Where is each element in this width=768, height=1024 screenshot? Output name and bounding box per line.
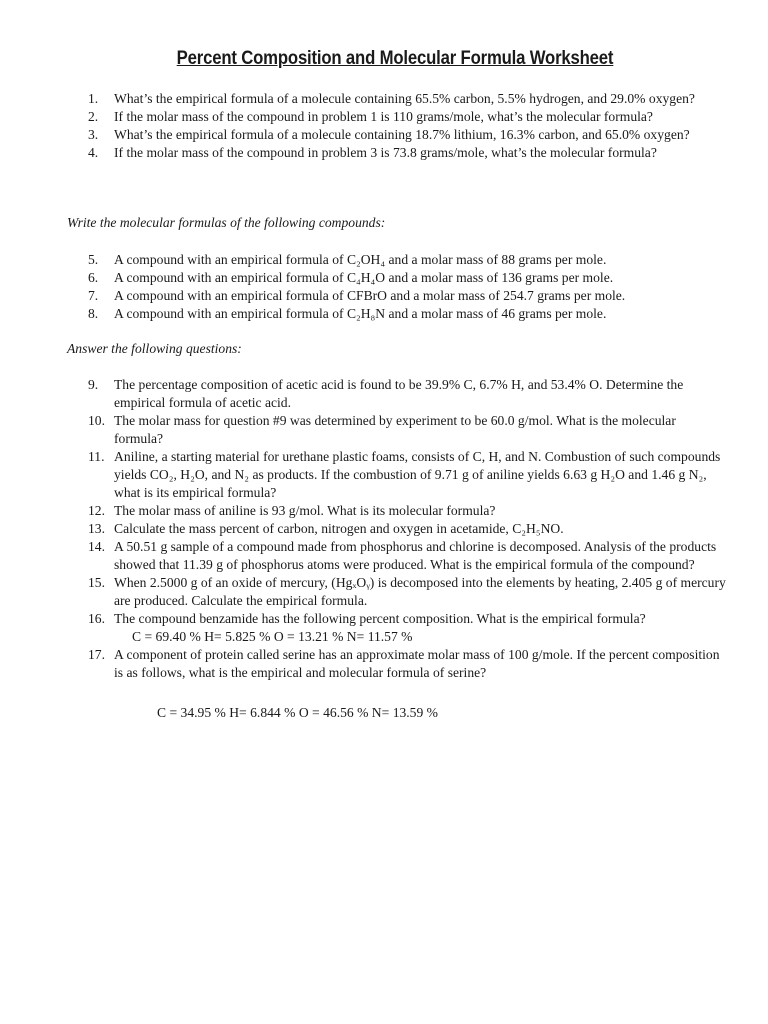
- page-title: Percent Composition and Molecular Formula Worksheet: [176, 48, 614, 69]
- question-number: 6.: [88, 270, 99, 285]
- question-item: [0, 305, 768, 323]
- question-text: Aniline, a starting material for urethane plastic foams, consists of C, H, and N. Combustion of such compounds yields CO₂, H₂O, and N₂ as products. If the combustion of 9.71 g of aniline yields 6.63 g H₂O and 1.46 g N₂, what is its empirical formula?: [114, 449, 721, 500]
- question-text-pre: A compound with an empirical formula of: [114, 252, 347, 267]
- question-number: 5.: [88, 252, 99, 267]
- question-item: [0, 376, 768, 412]
- empirical-formula: CFBrO: [346, 288, 387, 303]
- question-item: [0, 502, 768, 520]
- question-number: 8.: [88, 306, 99, 321]
- question-number: 7.: [88, 288, 99, 303]
- question-item: [0, 144, 768, 162]
- question-item: [0, 90, 768, 108]
- serine-composition: C = 34.95 % H= 6.844 % O = 46.56 % N= 13.59 %: [157, 705, 439, 720]
- question-number: 3.: [88, 127, 99, 142]
- question-text-post: and a molar mass of 136 grams per mole.: [385, 270, 614, 285]
- question-number: 2.: [88, 109, 99, 124]
- question-number: 11.: [88, 449, 105, 464]
- empirical-formula: C₂OH₄: [346, 252, 386, 267]
- question-item: [0, 251, 768, 269]
- question-list-part1: [0, 90, 768, 162]
- question-text: A component of protein called serine has an approximate molar mass of 100 g/mole. If the percent composition is as follows, what is the empirical and molecular formula of serine?: [114, 647, 720, 680]
- question-text: What’s the empirical formula of a molecule containing 18.7% lithium, 16.3% carbon, and 65.0% oxygen?: [114, 127, 690, 142]
- question-text: If the molar mass of the compound in problem 3 is 73.8 grams/mole, what’s the molecular formula?: [114, 145, 657, 160]
- question-number: 14.: [88, 539, 105, 554]
- question-text: When 2.5000 g of an oxide of mercury, (HgₓOᵧ) is decomposed into the elements by heating, 2.405 g of mercury are produced. Calculate the empirical formula.: [114, 575, 726, 608]
- question-item: [0, 287, 768, 305]
- question-text: The percentage composition of acetic acid is found to be 39.9% C, 6.7% H, and 53.4% O. Determine the empirical formula of acetic acid.: [114, 377, 684, 410]
- question-number: 1.: [88, 91, 99, 106]
- empirical-formula: C₄H₄O: [346, 270, 386, 285]
- question-number: 10.: [88, 413, 105, 428]
- question-text: The molar mass of aniline is 93 g/mol. What is its molecular formula?: [114, 503, 496, 518]
- question-list-part2: [0, 251, 768, 323]
- question-item: [0, 269, 768, 287]
- question-number: 15.: [88, 575, 105, 590]
- question-text-post: and a molar mass of 88 grams per mole.: [385, 252, 607, 267]
- question-number: 12.: [88, 503, 105, 518]
- question-item: [0, 412, 768, 448]
- question-text: What’s the empirical formula of a molecule containing 65.5% carbon, 5.5% hydrogen, and 29.0% oxygen?: [114, 91, 695, 106]
- question-number: 16.: [88, 611, 105, 626]
- question-text: If the molar mass of the compound in problem 1 is 110 grams/mole, what’s the molecular formula?: [114, 109, 653, 124]
- question-text-post: and a molar mass of 254.7 grams per mole.: [386, 288, 626, 303]
- empirical-formula: C₂H₈N: [346, 306, 386, 321]
- question-item: [0, 108, 768, 126]
- question-item: [0, 538, 768, 574]
- question-list-part3: [0, 376, 768, 682]
- question-number: 17.: [88, 647, 105, 662]
- question-text: Calculate the mass percent of carbon, nitrogen and oxygen in acetamide, C₂H₅NO.: [114, 521, 564, 536]
- question-item: [0, 610, 768, 646]
- question-item: [0, 448, 768, 502]
- question-item: [0, 574, 768, 610]
- question-text: The compound benzamide has the following percent composition. What is the empirical formula?: [114, 611, 646, 626]
- question-text-pre: A compound with an empirical formula of: [114, 270, 347, 285]
- question-number: 4.: [88, 145, 99, 160]
- question-number: 13.: [88, 521, 105, 536]
- question-item: [0, 520, 768, 538]
- section-heading-answer-questions: Answer the following questions:: [67, 341, 242, 356]
- question-text: A 50.51 g sample of a compound made from phosphorus and chlorine is decomposed. Analysis of the products showed that 11.39 g of phosphorus atoms were produced. What is the empirical formula of the compound?: [114, 539, 717, 572]
- benzamide-composition: C = 69.40 % H= 5.825 % O = 13.21 % N= 11.57 %: [132, 629, 413, 644]
- question-text-pre: A compound with an empirical formula of: [114, 306, 347, 321]
- question-text-post: and a molar mass of 46 grams per mole.: [385, 306, 607, 321]
- question-text: The molar mass for question #9 was determined by experiment to be 60.0 g/mol. What is the molecular formula?: [114, 413, 676, 446]
- question-text-pre: A compound with an empirical formula of: [114, 288, 347, 303]
- question-item: [0, 646, 768, 682]
- section-heading-molecular-formulas: Write the molecular formulas of the following compounds:: [67, 215, 386, 230]
- question-number: 9.: [88, 377, 99, 392]
- question-item: [0, 126, 768, 144]
